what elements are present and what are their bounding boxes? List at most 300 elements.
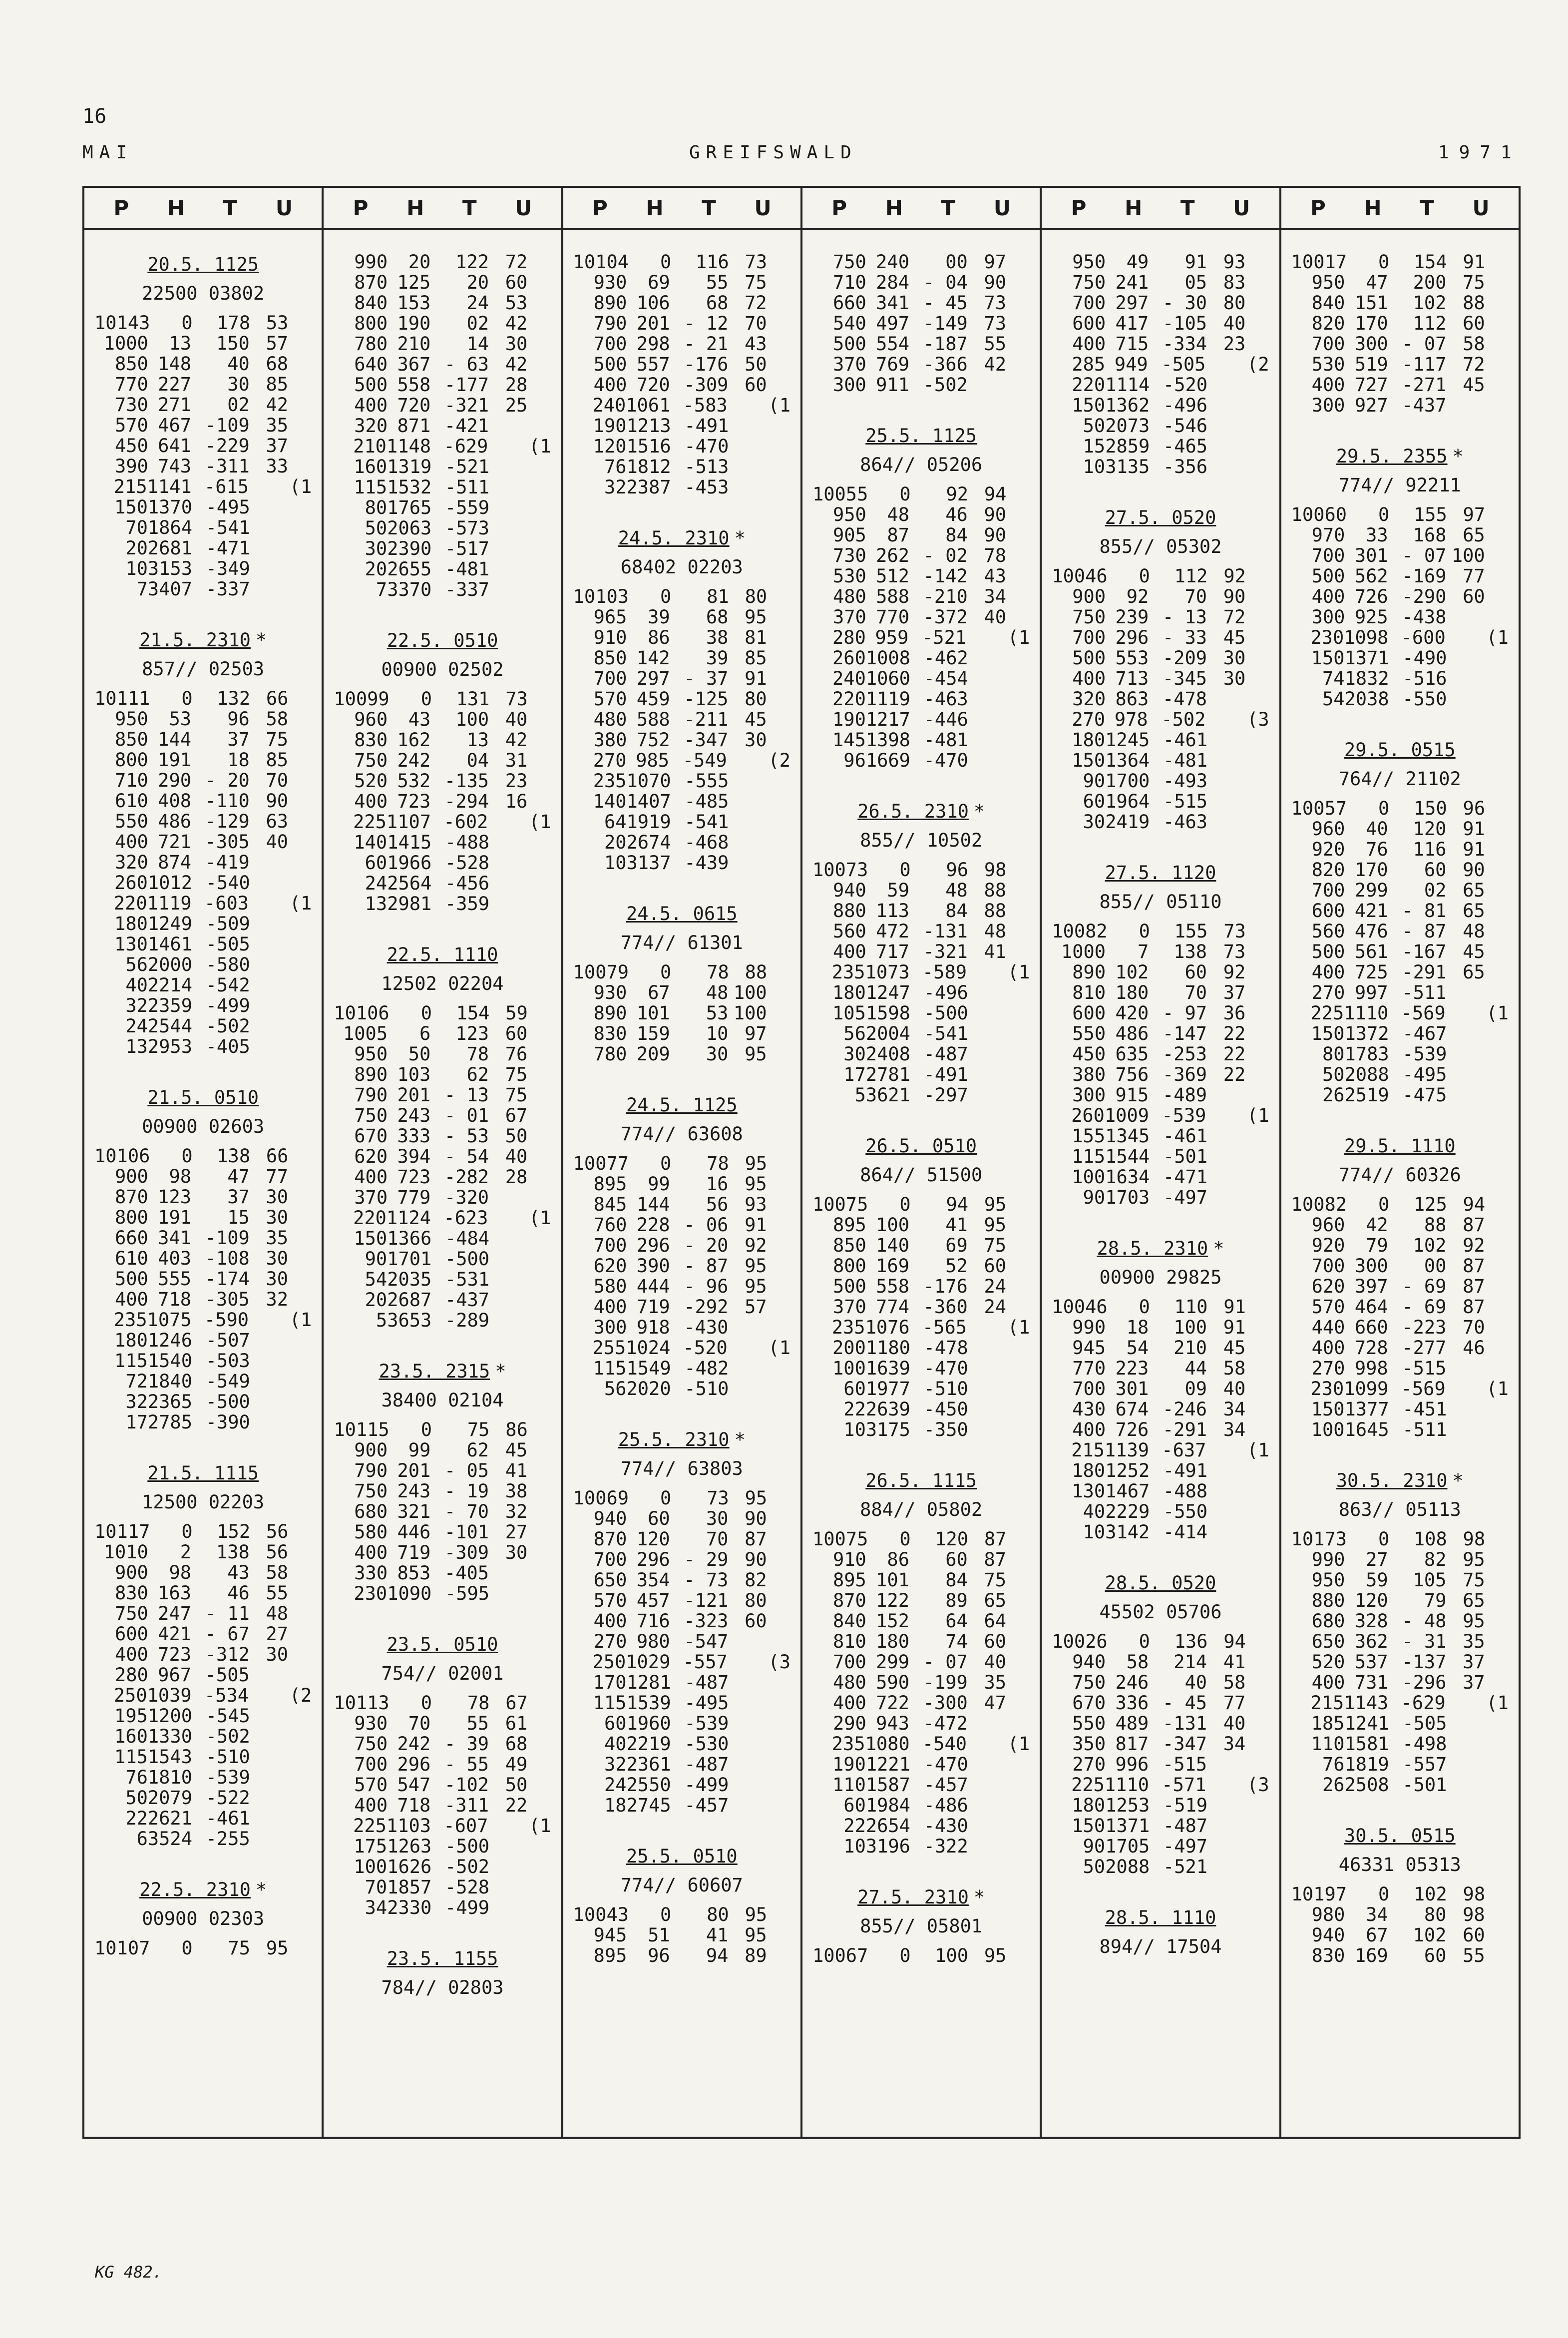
value-temperature: -147 xyxy=(1162,1023,1207,1044)
value-humidity xyxy=(489,1249,528,1269)
value-height: 1960 xyxy=(626,1713,671,1734)
table-row xyxy=(1052,1734,1269,1754)
value-humidity xyxy=(250,497,289,517)
value-height: 2088 xyxy=(1344,1064,1389,1085)
value-height: 561 xyxy=(1354,941,1388,962)
table-row xyxy=(94,1016,312,1036)
table-row xyxy=(573,272,790,293)
sounding-title xyxy=(94,1460,312,1486)
value-temperature: -602 xyxy=(443,811,488,833)
value-height: 1516 xyxy=(626,436,671,457)
table-row xyxy=(812,1611,1030,1631)
value-height: 296 xyxy=(636,1549,670,1570)
sounding-star-mark: * xyxy=(734,527,746,549)
value-humidity xyxy=(489,1310,528,1331)
value-humidity xyxy=(1207,1085,1245,1105)
value-pressure: 400 xyxy=(593,1296,627,1318)
value-humidity: 92 xyxy=(1223,961,1246,983)
value-height: 547 xyxy=(397,1774,431,1796)
value-height: 53 xyxy=(169,708,191,730)
value-pressure: 700 xyxy=(1311,880,1345,901)
column-header-label: H xyxy=(646,195,664,220)
value-temperature: -600 xyxy=(1401,627,1446,648)
value-temperature: 150 xyxy=(1413,798,1447,819)
value-humidity xyxy=(1207,1857,1246,1877)
table-row xyxy=(1052,1713,1269,1734)
table-row xyxy=(334,1003,551,1023)
value-pressure: 235 xyxy=(593,770,627,792)
value-footnote xyxy=(1246,1187,1269,1208)
value-height: 2419 xyxy=(1105,811,1150,833)
value-height: 243 xyxy=(397,1480,431,1502)
value-height: 2365 xyxy=(147,1391,192,1412)
value-humidity: 73 xyxy=(984,292,1006,314)
value-footnote xyxy=(288,1938,312,1958)
value-footnote xyxy=(767,293,790,313)
value-height: 394 xyxy=(397,1146,431,1167)
value-height: 2550 xyxy=(626,1774,671,1796)
value-humidity xyxy=(1206,1440,1244,1460)
value-pressure: 1000 xyxy=(1061,941,1106,962)
value-height: 328 xyxy=(1354,1610,1388,1632)
table-row xyxy=(1052,334,1269,354)
value-height: 159 xyxy=(636,1023,670,1044)
value-height: 79 xyxy=(1366,1235,1388,1256)
value-pressure: 400 xyxy=(114,831,148,853)
value-height: 101 xyxy=(876,1569,909,1591)
value-pressure: 770 xyxy=(1072,1358,1106,1379)
value-height: 284 xyxy=(876,272,909,293)
value-footnote xyxy=(1485,1775,1509,1795)
value-height: 1819 xyxy=(1344,1754,1389,1775)
table-row xyxy=(334,457,551,477)
sounding-title xyxy=(573,1427,790,1453)
column-header-label: H xyxy=(1125,195,1143,220)
value-height: 362 xyxy=(1354,1631,1388,1652)
value-humidity: 60 xyxy=(984,1631,1006,1652)
value-humidity: 58 xyxy=(266,1562,289,1583)
value-humidity xyxy=(489,457,528,477)
value-temperature: -450 xyxy=(923,1399,968,1420)
value-humidity xyxy=(488,1208,526,1228)
value-humidity: 95 xyxy=(745,1255,767,1277)
table-row xyxy=(573,313,790,334)
value-temperature: -530 xyxy=(684,1733,729,1755)
value-temperature: 68 xyxy=(706,292,729,314)
value-height: 2781 xyxy=(865,1064,910,1085)
value-humidity: 87 xyxy=(984,1528,1007,1550)
value-height: 296 xyxy=(397,1754,431,1775)
table-row xyxy=(1291,1672,1509,1693)
value-humidity: 91 xyxy=(1223,1317,1246,1338)
value-temperature: 62 xyxy=(466,1064,489,1085)
sounding-title xyxy=(812,1468,1030,1494)
value-temperature: -496 xyxy=(1163,395,1208,416)
value-pressure: 22 xyxy=(125,1808,148,1829)
value-temperature: -491 xyxy=(1163,1460,1208,1481)
value-temperature: 100 xyxy=(935,1945,969,1966)
sounding-group-code: 774// 61301 xyxy=(620,932,743,953)
value-pressure: 255 xyxy=(592,1337,626,1359)
value-humidity: 100 xyxy=(1451,545,1485,566)
value-footnote xyxy=(1006,313,1030,334)
value-pressure: 10073 xyxy=(812,859,868,881)
value-pressure: 50 xyxy=(1322,1064,1345,1085)
column-body xyxy=(802,230,1040,2137)
value-height: 519 xyxy=(1354,354,1388,375)
value-height: 242 xyxy=(397,750,431,771)
table-row xyxy=(334,1522,551,1542)
table-row xyxy=(1291,395,1509,416)
value-pressure: 450 xyxy=(114,435,148,457)
value-footnote xyxy=(1006,504,1030,525)
value-height: 996 xyxy=(1115,1754,1149,1775)
value-height: 1114 xyxy=(1105,374,1150,396)
table-row xyxy=(1291,1590,1509,1611)
value-footnote xyxy=(528,1836,551,1857)
value-temperature: -294 xyxy=(444,791,489,812)
value-temperature: -463 xyxy=(923,688,968,710)
value-height: 1075 xyxy=(147,1309,192,1331)
value-pressure: 10046 xyxy=(1052,1296,1108,1318)
value-pressure: 150 xyxy=(354,1228,388,1249)
value-footnote xyxy=(1246,1481,1269,1501)
value-temperature: - 63 xyxy=(444,354,489,375)
value-pressure: 910 xyxy=(832,1549,866,1570)
sounding-title xyxy=(1291,1133,1509,1159)
value-temperature: -209 xyxy=(1162,647,1207,669)
value-pressure: 895 xyxy=(832,1569,866,1591)
value-height: 1966 xyxy=(387,852,432,874)
table-row xyxy=(1291,880,1509,901)
sounding-datetime: 30.5. 2310 xyxy=(1336,1470,1448,1491)
value-temperature: 102 xyxy=(1413,1883,1447,1905)
value-pressure: 940 xyxy=(832,880,866,901)
sounding-group-code: 863// 05113 xyxy=(1338,1499,1461,1520)
value-pressure: 220 xyxy=(832,688,866,710)
sounding-group-code: 754// 02001 xyxy=(381,1663,504,1684)
value-pressure: 480 xyxy=(832,1672,866,1693)
value-humidity xyxy=(1207,416,1246,436)
value-humidity xyxy=(250,517,289,538)
value-humidity xyxy=(489,1269,528,1290)
value-height: 1143 xyxy=(1344,1692,1389,1714)
value-height: 719 xyxy=(636,1296,670,1318)
value-temperature: 47 xyxy=(227,1166,250,1187)
value-height: 1110 xyxy=(1104,1774,1150,1796)
table-row xyxy=(573,607,790,627)
value-footnote xyxy=(1006,901,1030,921)
value-humidity xyxy=(489,538,528,559)
value-humidity: 50 xyxy=(745,354,767,375)
value-footnote xyxy=(767,1215,790,1235)
value-humidity: 34 xyxy=(984,586,1006,607)
value-humidity: 72 xyxy=(1223,606,1246,628)
value-pressure: 910 xyxy=(593,627,627,648)
value-humidity xyxy=(1207,791,1246,812)
value-footnote xyxy=(527,1146,551,1167)
value-footnote xyxy=(288,1788,312,1808)
value-pressure: 990 xyxy=(1072,1317,1106,1338)
value-temperature: -291 xyxy=(1402,961,1447,983)
value-footnote xyxy=(767,375,790,395)
sounding-block xyxy=(812,423,1030,771)
value-height: 927 xyxy=(1354,395,1388,416)
value-footnote xyxy=(527,252,551,272)
value-temperature: -223 xyxy=(1402,1317,1447,1338)
value-humidity: 91 xyxy=(745,668,767,689)
value-pressure: 170 xyxy=(593,1672,627,1693)
sounding-group-code: 46331 05313 xyxy=(1338,1854,1461,1875)
value-humidity xyxy=(1447,1419,1485,1440)
value-height: 2038 xyxy=(1344,688,1389,710)
value-humidity: 30 xyxy=(266,1207,289,1228)
value-footnote xyxy=(1006,750,1030,771)
sounding-group-code: 00900 02502 xyxy=(381,659,504,680)
value-pressure: 700 xyxy=(1072,627,1106,648)
table-column xyxy=(1279,188,1519,2137)
value-temperature: -109 xyxy=(205,1227,250,1249)
value-humidity: 60 xyxy=(745,374,767,396)
value-height: 247 xyxy=(158,1603,191,1624)
value-temperature: -149 xyxy=(923,313,968,334)
value-height: 98 xyxy=(169,1166,191,1187)
value-humidity: 77 xyxy=(266,1166,289,1187)
value-humidity xyxy=(968,1775,1007,1795)
value-humidity: 91 xyxy=(1223,1296,1246,1318)
value-footnote xyxy=(1245,668,1269,689)
value-footnote xyxy=(1006,648,1030,668)
value-height: 20 xyxy=(408,251,431,273)
value-temperature: 44 xyxy=(1184,1358,1207,1379)
value-footnote xyxy=(288,1767,312,1788)
value-footnote xyxy=(1246,1857,1269,1877)
value-footnote xyxy=(288,934,312,954)
table-row xyxy=(812,1945,1030,1966)
value-temperature: 89 xyxy=(945,1590,968,1611)
table-row xyxy=(1052,1044,1269,1064)
value-humidity xyxy=(967,1734,1005,1754)
table-row xyxy=(1291,1549,1509,1570)
column-header-label: U xyxy=(515,195,532,220)
table-row xyxy=(812,1317,1030,1338)
column-header-label: T xyxy=(1420,195,1434,220)
value-temperature: -500 xyxy=(923,1002,968,1024)
value-humidity xyxy=(1207,1754,1245,1775)
value-height: 2508 xyxy=(1344,1774,1389,1796)
table-row xyxy=(1052,1297,1269,1317)
value-temperature: -405 xyxy=(444,1562,489,1584)
value-footnote xyxy=(1485,272,1509,293)
value-pressure: 570 xyxy=(114,415,148,436)
value-pressure: 140 xyxy=(593,791,627,812)
value-height: 0 xyxy=(420,1419,432,1440)
table-row xyxy=(1291,1215,1509,1235)
value-humidity: 56 xyxy=(266,1541,289,1563)
value-height: 723 xyxy=(397,791,431,812)
value-height: 1370 xyxy=(147,496,192,518)
value-pressure: 890 xyxy=(1072,961,1106,983)
sounding-block xyxy=(1291,1133,1509,1440)
table-row xyxy=(334,293,551,313)
table-row xyxy=(94,1371,312,1392)
value-pressure: 945 xyxy=(593,1924,627,1946)
value-footnote xyxy=(288,1228,312,1248)
value-height: 770 xyxy=(876,606,909,628)
value-temperature: -300 xyxy=(923,1692,968,1714)
value-humidity: 73 xyxy=(984,313,1006,334)
table-row xyxy=(1052,1693,1269,1713)
value-height: 54 xyxy=(1126,1337,1149,1359)
value-temperature: 30 xyxy=(706,1508,729,1529)
value-humidity: 60 xyxy=(1463,1924,1485,1946)
value-footnote xyxy=(1246,1297,1269,1317)
value-pressure: 530 xyxy=(1311,354,1345,375)
value-pressure: 10046 xyxy=(1052,565,1108,587)
value-temperature: 116 xyxy=(695,251,729,273)
value-height: 0 xyxy=(1378,1194,1390,1215)
value-temperature: -583 xyxy=(683,395,728,416)
table-row xyxy=(334,1693,551,1713)
value-height: 2953 xyxy=(147,1036,192,1057)
value-humidity: 41 xyxy=(984,941,1006,962)
table-row xyxy=(1291,1611,1509,1631)
value-footnote xyxy=(527,1105,551,1126)
value-height: 1098 xyxy=(1344,627,1389,648)
value-pressure: 90 xyxy=(1083,1187,1106,1208)
value-footnote: (1 xyxy=(529,436,551,457)
value-temperature: -500 xyxy=(205,1391,250,1412)
value-humidity xyxy=(249,1310,287,1330)
value-temperature: 78 xyxy=(466,1043,489,1065)
value-temperature: -521 xyxy=(444,456,490,477)
value-humidity xyxy=(250,873,289,893)
value-pressure: 32 xyxy=(604,476,627,498)
value-height: 0 xyxy=(1139,1631,1150,1652)
value-height: 0 xyxy=(660,961,672,983)
value-footnote xyxy=(767,1317,790,1338)
value-height: 403 xyxy=(158,1248,191,1269)
table-row xyxy=(573,689,790,709)
value-temperature: -489 xyxy=(1162,1084,1207,1106)
value-temperature: - 69 xyxy=(1402,1276,1447,1297)
value-pressure: 950 xyxy=(1311,272,1345,293)
value-temperature: - 69 xyxy=(1402,1296,1447,1318)
value-temperature: -515 xyxy=(1402,1358,1447,1379)
value-footnote xyxy=(1246,1501,1269,1522)
value-height: 300 xyxy=(1354,333,1388,355)
value-pressure: 180 xyxy=(832,982,866,1003)
value-footnote xyxy=(528,873,551,894)
sounding-continuation xyxy=(1052,252,1269,477)
table-row xyxy=(1052,1085,1269,1105)
value-height: 1247 xyxy=(865,982,910,1003)
table-column xyxy=(322,188,561,2137)
value-footnote: (1 xyxy=(289,476,312,497)
value-pressure: 270 xyxy=(593,750,627,771)
value-pressure: 750 xyxy=(354,1105,388,1126)
value-height: 1364 xyxy=(1105,750,1150,771)
value-pressure: 950 xyxy=(354,1043,388,1065)
table-row xyxy=(334,395,551,416)
value-pressure: 10 xyxy=(125,558,148,579)
value-footnote xyxy=(528,457,551,477)
value-temperature: -359 xyxy=(444,893,490,915)
sounding-group-code: 864// 51500 xyxy=(860,1164,983,1186)
value-humidity xyxy=(1447,1064,1485,1085)
value-temperature: -498 xyxy=(1402,1733,1447,1755)
table-row xyxy=(1052,1003,1269,1023)
table-row xyxy=(1291,839,1509,860)
value-temperature: 37 xyxy=(227,729,250,750)
table-row xyxy=(573,1174,790,1194)
table-row xyxy=(812,921,1030,941)
value-height: 2073 xyxy=(1105,415,1150,437)
value-humidity: 37 xyxy=(1223,982,1246,1003)
value-temperature: -500 xyxy=(444,1248,490,1270)
value-pressure: 400 xyxy=(593,1610,627,1632)
table-row xyxy=(812,627,1030,648)
value-temperature: -437 xyxy=(444,1289,490,1311)
value-height: 1012 xyxy=(147,872,192,894)
value-humidity xyxy=(728,1317,767,1338)
value-temperature: -505 xyxy=(205,1664,250,1686)
table-row xyxy=(1291,252,1509,272)
value-temperature: 30 xyxy=(706,1043,729,1065)
table-row xyxy=(94,934,312,954)
value-height: 2859 xyxy=(1105,436,1150,457)
table-row xyxy=(1291,545,1509,566)
value-height: 1107 xyxy=(386,811,431,833)
value-humidity xyxy=(1446,607,1485,627)
value-temperature: -521 xyxy=(1163,1856,1208,1877)
value-temperature: -125 xyxy=(684,688,729,710)
value-footnote xyxy=(767,853,790,873)
value-humidity xyxy=(250,1808,289,1829)
table-row xyxy=(1052,272,1269,293)
table-row xyxy=(1052,791,1269,812)
sounding-block xyxy=(573,1427,790,1816)
sounding-continuation xyxy=(334,252,551,600)
value-humidity xyxy=(729,1358,767,1379)
value-pressure: 30 xyxy=(1083,811,1106,833)
column-header-label: U xyxy=(1472,195,1490,220)
sounding-group-code: 00900 02603 xyxy=(142,1116,265,1137)
value-pressure: 130 xyxy=(114,934,148,955)
value-pressure: 100 xyxy=(354,1856,388,1877)
value-height: 0 xyxy=(1139,565,1150,587)
value-pressure: 500 xyxy=(354,374,388,396)
table-row xyxy=(1052,1146,1269,1167)
value-height: 59 xyxy=(1366,1569,1388,1591)
table-row xyxy=(334,313,551,334)
value-temperature: -571 xyxy=(1162,1774,1206,1796)
value-footnote xyxy=(1245,586,1269,607)
value-humidity: 45 xyxy=(745,709,767,730)
value-pressure: 150 xyxy=(1311,1023,1345,1044)
value-humidity xyxy=(968,1358,1007,1379)
value-footnote xyxy=(1485,1672,1509,1693)
value-height: 0 xyxy=(899,1945,911,1966)
value-height: 1099 xyxy=(1344,1378,1389,1400)
value-temperature: -461 xyxy=(1163,1125,1208,1147)
value-pressure: 60 xyxy=(365,852,388,874)
value-height: 1009 xyxy=(1104,1105,1150,1126)
column-header-label: U xyxy=(993,195,1011,220)
value-footnote xyxy=(1006,1570,1030,1590)
value-temperature: -471 xyxy=(205,537,250,559)
table-row xyxy=(94,395,312,415)
